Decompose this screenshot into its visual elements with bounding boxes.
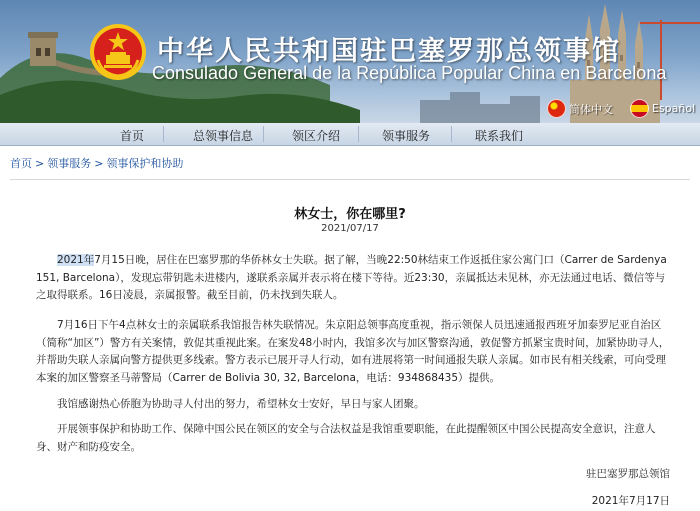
nav-consular-district[interactable]: 领区介绍 (292, 129, 341, 143)
language-chinese-label: 简体中文 (569, 102, 613, 116)
breadcrumb-separator: > (94, 157, 104, 170)
article-paragraph-2 (36, 317, 670, 387)
nav-separator (263, 126, 264, 142)
language-spanish-label: Español (652, 102, 696, 115)
site-title-spanish: Consulado General de la República Popular China en Barcelona (152, 63, 667, 83)
paragraph-3-text: 我馆感谢热心侨胞为协助寻人付出的努力，希望林女士安好，早日与家人团聚。 (57, 398, 425, 410)
nav-contact-us[interactable]: 联系我们 (475, 129, 524, 143)
paragraph-2-text: 7月16日下午4点林女士的亲属联系我馆报告林失联情况。朱京阳总领事高度重视，指示领保人员迅速通报西班牙加泰罗尼亚自治区（简称“加区”）警方有关案情，敦促其重视此案。在案发48小时内，我馆多次与加区警察沟通，敦促警方抓紧宝贵时间，加紧协助寻人，并帮助失联人亲属向警方提供更多线索。警方表示已展开寻人行动，如有进展将第一时间通报失联人亲属。如市民有相关线索，可向受理本案的加区警察圣马蒂警局（Carrer de Bolivia 30, 32, Barcelona，电话：934868435）提供。 (36, 319, 670, 384)
paragraph-1-text: 7月15日晚，居住在巴塞罗那的华侨林女士失联。据了解，当晚22:50林结束工作返抵住家公寓门口（Carrer de Sardenya 151, Barcelona），发现忘带钥匙未进楼内，遂联系亲属并表示将在楼下等待。近23:30，亲属抵达未见林，亦无法通过电话、微信等与之取得联系。16日凌晨，亲属报警。截至目前，仍未找到失联人。 (36, 254, 667, 301)
paragraph-4-text: 开展领事保护和协助工作、保障中国公民在领区的安全与合法权益是我馆重要职能，在此提醒领区中国公民提高安全意识，注意人身、财产和防疫安全。 (36, 423, 656, 453)
article-paragraph-4 (36, 421, 670, 456)
article-title: 林女士，你在哪里? (294, 207, 406, 222)
main-navigation (0, 123, 700, 146)
language-spanish-link[interactable] (630, 99, 695, 118)
spain-flag-icon (630, 99, 649, 118)
content-divider (10, 179, 690, 180)
nav-consular-services[interactable]: 领事服务 (382, 129, 431, 143)
signature-date: 2021年7月17日 (591, 495, 670, 507)
header-banner (0, 0, 700, 123)
breadcrumb-consular-services[interactable]: 领事服务 (47, 157, 92, 170)
nav-home[interactable]: 首页 (120, 129, 145, 143)
breadcrumb (10, 155, 183, 171)
nav-separator (358, 126, 359, 142)
national-emblem-icon (88, 22, 148, 82)
breadcrumb-consular-protection[interactable]: 领事保护和协助 (106, 157, 184, 170)
selected-text-highlight: 2021年 (57, 254, 95, 266)
china-flag-icon (547, 99, 566, 118)
article-date: 2021/07/17 (321, 223, 379, 234)
language-chinese-link[interactable] (547, 99, 613, 118)
nav-consul-general-info[interactable]: 总领事信息 (193, 129, 254, 143)
signature-organization: 驻巴塞罗那总领馆 (586, 468, 670, 480)
breadcrumb-separator: > (35, 157, 45, 170)
breadcrumb-home[interactable]: 首页 (10, 157, 32, 170)
site-title-chinese: 中华人民共和国驻巴塞罗那总领事馆 (157, 36, 621, 67)
nav-separator (451, 126, 452, 142)
article-paragraph-3 (36, 396, 670, 414)
nav-separator (163, 126, 164, 142)
article-paragraph-1 (36, 252, 670, 305)
